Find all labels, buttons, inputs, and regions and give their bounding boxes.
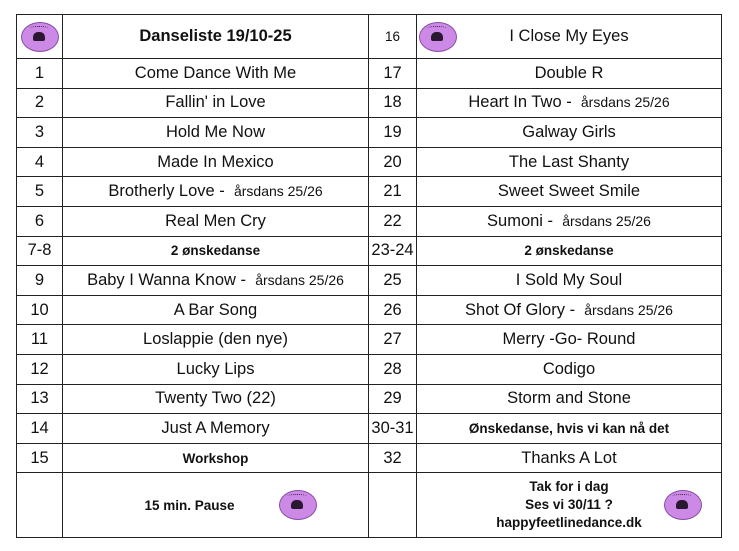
dance-cell [63, 443, 369, 473]
dance-title: Storm and Stone [507, 389, 631, 408]
row-number [17, 177, 63, 207]
dance-cell [417, 177, 722, 207]
row-number-label: 1 [34, 63, 45, 82]
dance-cell [417, 147, 722, 177]
dance-cell [417, 384, 722, 414]
row-number-label: 28 [383, 359, 402, 378]
row-number [17, 295, 63, 325]
dance-title: Fallin' in Love [165, 93, 266, 112]
dance-cell [63, 177, 369, 207]
row-number-label: 22 [383, 211, 402, 230]
row-number [369, 88, 417, 118]
table-row [17, 206, 722, 236]
dance-title: Twenty Two (22) [155, 389, 276, 408]
row-number [369, 295, 417, 325]
row-number [369, 118, 417, 148]
dance-cell [63, 414, 369, 444]
row-number-label: 27 [383, 330, 402, 349]
row-number-label: 23-24 [371, 241, 414, 260]
table-row [17, 354, 722, 384]
header-row [17, 15, 722, 59]
row-number-label: 14 [30, 418, 49, 437]
row-number-label: 20 [383, 152, 402, 171]
thanks-text [496, 478, 642, 532]
thanks-line: Tak for i dag [529, 479, 609, 495]
dance-title: I Close My Eyes [509, 27, 629, 45]
dance-cell [417, 118, 722, 148]
row-number: 16 [369, 15, 417, 59]
dance-cell [417, 325, 722, 355]
dance-note: årsdans 25/26 [562, 212, 651, 229]
row-number [369, 354, 417, 384]
happy-feet-logo-icon [279, 490, 317, 520]
table-row [17, 88, 722, 118]
row-number-label: 17 [383, 63, 402, 82]
row-number [17, 59, 63, 89]
row-number-label: 26 [383, 300, 402, 319]
table-row [17, 266, 722, 296]
table-row [17, 59, 722, 89]
dance-cell [63, 59, 369, 89]
row-number [17, 354, 63, 384]
dance-cell [417, 443, 722, 473]
row-number-label: 6 [34, 211, 45, 230]
row-number [17, 443, 63, 473]
row-number [369, 414, 417, 444]
row-number-label: 18 [383, 93, 402, 112]
dance-cell [63, 88, 369, 118]
dance-cell [63, 206, 369, 236]
dance-cell [63, 295, 369, 325]
row-number [369, 236, 417, 266]
dance-title: Galway Girls [522, 122, 616, 141]
row-number [369, 206, 417, 236]
row-number-label: 30-31 [371, 418, 414, 437]
dance-cell [417, 88, 722, 118]
table-row [17, 236, 722, 266]
dance-cell [417, 236, 722, 266]
dance-cell [417, 295, 722, 325]
row-number [17, 147, 63, 177]
header-logo-cell [17, 15, 63, 59]
pause-wrap [63, 490, 368, 520]
row-number [369, 59, 417, 89]
dance-title: Ønskedanse, hvis vi kan nå det [468, 420, 670, 436]
row-number-label: 4 [34, 152, 45, 171]
dance-cell [417, 354, 722, 384]
dance-title: Come Dance With Me [134, 63, 297, 82]
happy-feet-logo-icon [419, 22, 457, 52]
table-row [17, 118, 722, 148]
dance-cell [63, 266, 369, 296]
row-number-label: 10 [30, 300, 49, 319]
dance-note: årsdans 25/26 [584, 301, 673, 318]
row-number-label: 5 [34, 182, 45, 201]
table-row [17, 384, 722, 414]
row-number-label: 19 [383, 122, 402, 141]
dance-title: Shot Of Glory - [465, 300, 576, 319]
row-number-label: 29 [383, 389, 402, 408]
dance-title: A Bar Song [173, 300, 258, 319]
dance-title: Codigo [542, 359, 596, 378]
row-number-label: 11 [30, 330, 49, 349]
happy-feet-logo-icon [21, 22, 59, 52]
dance-title: Sweet Sweet Smile [497, 182, 641, 201]
row-number-label: 32 [383, 448, 402, 467]
row-number-label: 21 [383, 182, 402, 201]
header-right-cell [417, 15, 722, 59]
dance-title: Lucky Lips [176, 359, 255, 378]
dance-title: Workshop [182, 450, 249, 466]
row-number-label: 2 [34, 93, 45, 112]
dance-list-table [16, 14, 722, 538]
dance-cell [63, 147, 369, 177]
dance-cell [63, 118, 369, 148]
dance-note: årsdans 25/26 [255, 271, 344, 288]
dance-title: Double R [534, 63, 604, 82]
happy-feet-logo-icon [664, 490, 702, 520]
row-number [17, 414, 63, 444]
dance-title: Heart In Two - [468, 93, 572, 112]
dance-cell [63, 384, 369, 414]
dance-cell [63, 354, 369, 384]
row-number-label: 3 [34, 122, 45, 141]
row-number [17, 325, 63, 355]
pause-label: 15 min. Pause [144, 497, 235, 513]
empty-cell [17, 473, 63, 538]
dance-title: Loslappie (den nye) [143, 330, 288, 349]
table-row [17, 325, 722, 355]
row-number [17, 88, 63, 118]
dance-title: Real Men Cry [165, 211, 266, 230]
dance-note: årsdans 25/26 [580, 94, 670, 111]
thanks-wrap [417, 478, 721, 532]
dance-cell [417, 206, 722, 236]
dance-note: årsdans 25/26 [233, 183, 323, 200]
dance-title: Brotherly Love - [108, 182, 225, 201]
dance-title: Merry -Go- Round [502, 330, 636, 349]
dance-cell [63, 236, 369, 266]
thanks-cell [417, 473, 722, 538]
dance-title: Thanks A Lot [521, 448, 617, 467]
row-number [17, 236, 63, 266]
table-row [17, 177, 722, 207]
row-number [369, 384, 417, 414]
table-row [17, 443, 722, 473]
dance-cell [63, 325, 369, 355]
row-number-label: 13 [30, 389, 49, 408]
dance-title: 2 ønskedanse [170, 243, 261, 259]
row-number [369, 147, 417, 177]
dance-title: Just A Memory [161, 418, 270, 437]
row-number [17, 266, 63, 296]
dance-title: The Last Shanty [508, 152, 630, 171]
thanks-line: happyfeetlinedance.dk [496, 515, 642, 531]
row-number-label: 15 [30, 448, 49, 467]
row-number [369, 266, 417, 296]
dance-title: Hold Me Now [165, 122, 266, 141]
row-number [17, 118, 63, 148]
dance-title: Baby I Wanna Know - [87, 270, 247, 289]
row-number [369, 177, 417, 207]
dance-cell [417, 59, 722, 89]
empty-cell [369, 473, 417, 538]
row-number [17, 384, 63, 414]
dance-title: 2 ønskedanse [524, 243, 614, 259]
row-number [17, 206, 63, 236]
dance-title: Sumoni - [487, 211, 554, 230]
row-number [369, 325, 417, 355]
table-row [17, 147, 722, 177]
thanks-line: Ses vi 30/11 ? [525, 497, 613, 513]
table-row [17, 414, 722, 444]
dance-title: I Sold My Soul [515, 270, 623, 289]
table-row [17, 295, 722, 325]
dance-title: Made In Mexico [157, 152, 274, 171]
row-number-label: 7-8 [27, 241, 52, 260]
dance-cell [417, 266, 722, 296]
row-number-label: 25 [383, 270, 402, 289]
pause-cell [63, 473, 369, 538]
page-title: Danseliste 19/10-25 [63, 15, 369, 59]
row-number-label: 9 [34, 270, 45, 289]
row-number-label: 12 [30, 359, 49, 378]
row-number [369, 443, 417, 473]
footer-row [17, 473, 722, 538]
dance-cell [417, 414, 722, 444]
